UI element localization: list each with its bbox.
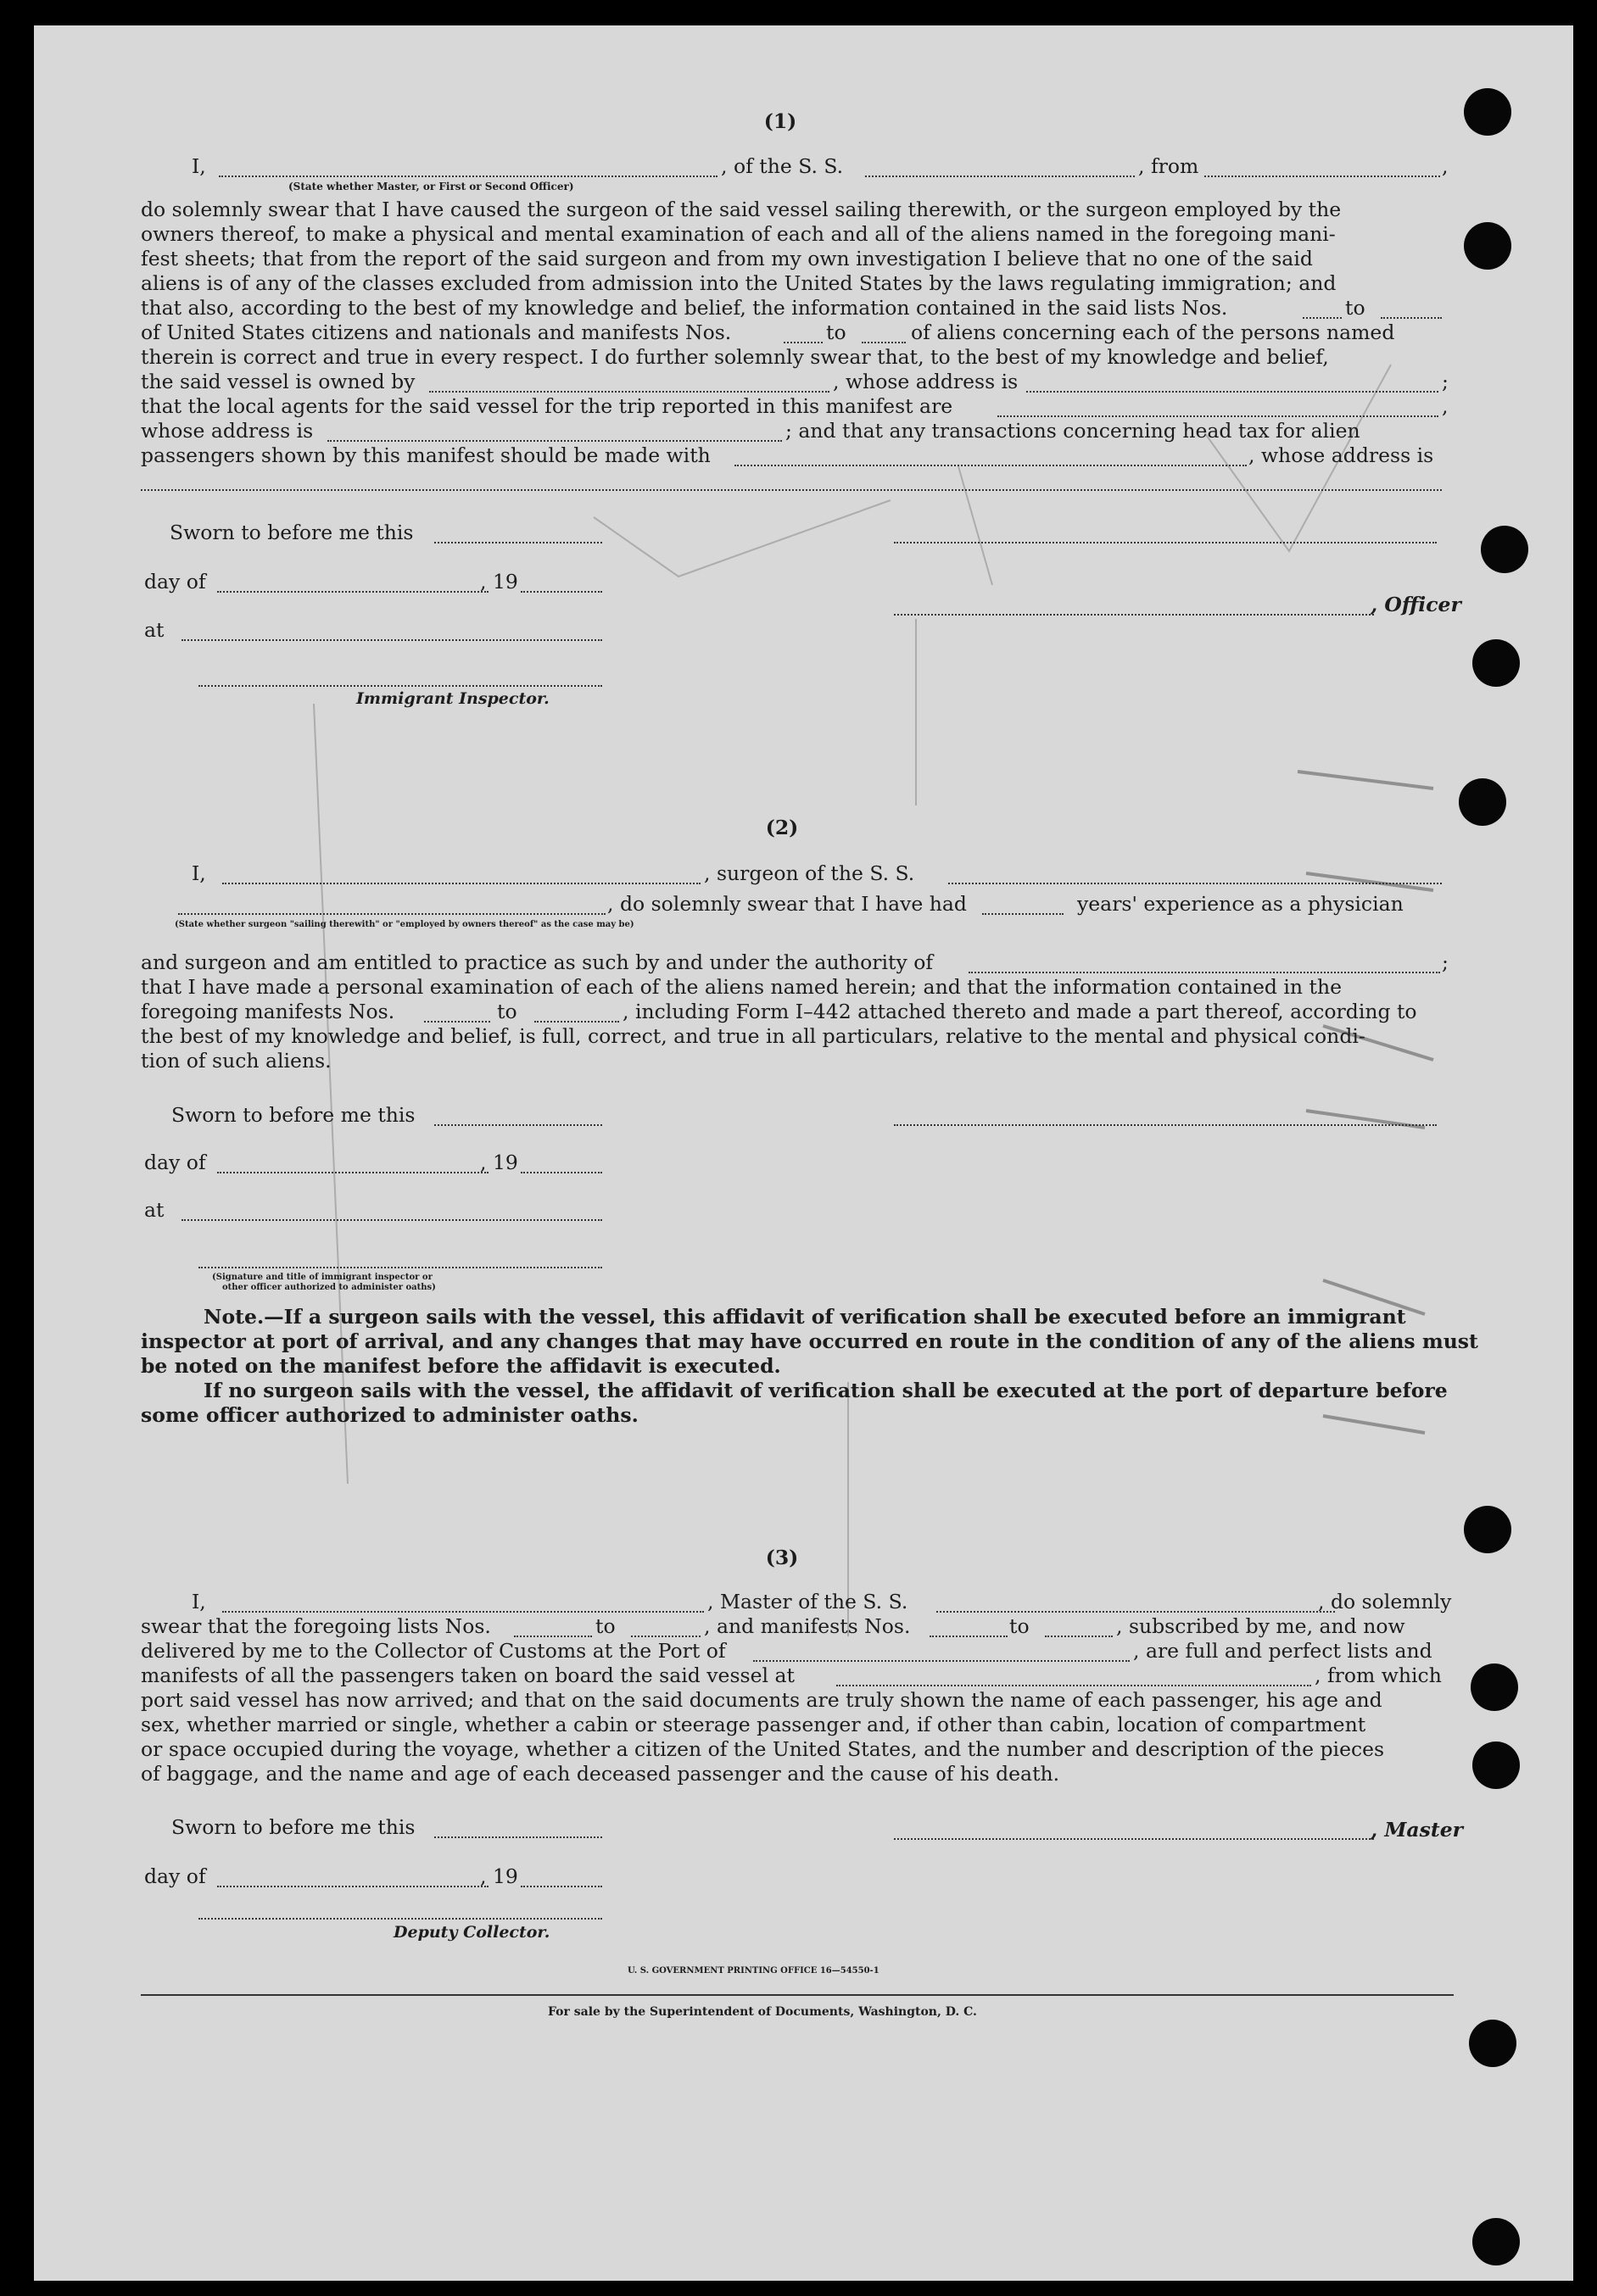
field-line <box>181 639 602 641</box>
signature-line <box>198 685 602 687</box>
oath-text: to <box>826 320 846 344</box>
oath-text: of baggage, and the name and age of each deceased passenger and the cause of his death. <box>141 1762 1060 1786</box>
field-line <box>141 489 1442 491</box>
oath-text: , whose address is <box>833 370 1019 393</box>
note-text: some officer authorized to administer oaths. <box>141 1403 639 1427</box>
field-line <box>534 1021 619 1023</box>
section-3-heading: (3) <box>765 1546 799 1569</box>
immigrant-inspector-label: Immigrant Inspector. <box>356 689 550 708</box>
oath-text: manifests of all the passengers taken on board the said vessel at <box>141 1663 795 1687</box>
field-line <box>997 415 1438 417</box>
oath-text: the said vessel is owned by <box>141 370 416 393</box>
oath-text: therein is correct and true in every respect. I do further solemnly swear that, to the best of my knowledge and belief, <box>141 345 1329 369</box>
signature-line <box>894 1838 1374 1840</box>
oath-text: port said vessel has now arrived; and that on the said documents are truly shown the name of each passenger, his age and <box>141 1688 1382 1712</box>
field-line <box>930 1636 1008 1637</box>
field-line <box>222 1611 704 1613</box>
field-line <box>217 1172 489 1173</box>
oath-text: sex, whether married or single, whether a cabin or steerage passenger and, if other than cabin, location of compartment <box>141 1713 1366 1736</box>
year-label: , 19 <box>480 1151 518 1174</box>
year-label: , 19 <box>480 570 518 594</box>
signature-line <box>198 1267 602 1268</box>
oath-text: that the local agents for the said vessel for the trip reported in this manifest are <box>141 394 953 418</box>
oath-text: do solemnly swear that I have caused the surgeon of the said vessel sailing therewith, or the surgeon employed by the <box>141 198 1342 221</box>
field-line <box>1026 391 1438 393</box>
oath-text: that I have made a personal examination of each of the aliens named herein; and that the information contained in the <box>141 975 1342 999</box>
sworn-label: Sworn to before me this <box>171 1103 416 1127</box>
field-line <box>424 1021 490 1023</box>
field-line <box>178 913 606 915</box>
section-1-heading: (1) <box>763 109 797 133</box>
field-line <box>836 1685 1311 1686</box>
oath-text: swear that the foregoing lists Nos. <box>141 1614 491 1638</box>
field-line <box>1303 317 1342 319</box>
field-line <box>219 176 718 177</box>
oath-text: , do solemnly <box>1318 1590 1452 1613</box>
field-line <box>514 1636 592 1637</box>
oath-text: to <box>1009 1614 1030 1638</box>
field-line <box>969 972 1440 973</box>
oath-text: , are full and perfect lists and <box>1133 1639 1432 1663</box>
oath-text: that also, according to the best of my knowledge and belief, the information contained in the said lists Nos. <box>141 296 1228 320</box>
oath-text: to <box>497 1000 517 1023</box>
label-surgeon-ss: , surgeon of the S. S. <box>704 861 915 885</box>
oath-text: , whose address is <box>1248 443 1434 467</box>
oath-text: , subscribed by me, and now <box>1116 1614 1405 1638</box>
state-note: (State whether Master, or First or Second Officer) <box>288 181 574 192</box>
label-master-ss: , Master of the S. S. <box>707 1590 908 1613</box>
signature-note: other officer authorized to administer oaths) <box>222 1283 436 1292</box>
at-label: at <box>144 1198 165 1222</box>
signature-line <box>894 542 1437 543</box>
field-line <box>521 1886 602 1887</box>
note-text: Note.—If a surgeon sails with the vessel, this affidavit of verification shall be executed before an immigrant <box>204 1305 1406 1329</box>
field-line <box>1381 317 1442 319</box>
field-line <box>865 176 1135 177</box>
at-label: at <box>144 618 165 642</box>
footer-rule <box>141 1994 1454 1996</box>
field-line <box>434 542 602 543</box>
sale-note: For sale by the Superintendent of Documents, Washington, D. C. <box>548 2005 977 2019</box>
label-of-ss: , of the S. S. <box>721 154 844 178</box>
manifest-page <box>34 25 1573 2281</box>
field-line <box>222 883 701 884</box>
note-text: If no surgeon sails with the vessel, the affidavit of verification shall be executed at the port of departure before <box>204 1379 1448 1402</box>
year-label: , 19 <box>480 1864 518 1888</box>
field-line <box>1204 176 1440 177</box>
oath-text: , including Form I–442 attached thereto and made a part thereof, according to <box>623 1000 1417 1023</box>
oath-text: aliens is of any of the classes excluded from admission into the United States by the laws regulating immigration; and <box>141 271 1337 295</box>
oath-text: fest sheets; that from the report of the said surgeon and from my own investigation I believe that no one of the said <box>141 247 1313 270</box>
section-1-i: I, <box>192 154 206 178</box>
deputy-collector-label: Deputy Collector. <box>394 1923 550 1942</box>
comma: , <box>1442 154 1449 178</box>
signature-line <box>894 614 1374 616</box>
field-line <box>948 883 1442 884</box>
printing-office-note: U. S. GOVERNMENT PRINTING OFFICE 16—54550-1 <box>628 1966 879 1976</box>
oath-text: delivered by me to the Collector of Customs at the Port of <box>141 1639 726 1663</box>
section-2-i: I, <box>192 861 206 885</box>
field-line <box>734 465 1247 466</box>
field-line <box>784 342 823 343</box>
master-label: , Master <box>1371 1818 1464 1842</box>
oath-text: ; <box>1442 950 1449 974</box>
field-line <box>429 391 829 393</box>
oath-text: to <box>595 1614 616 1638</box>
label-from: , from <box>1138 154 1199 178</box>
day-of-label: day of <box>144 1151 206 1174</box>
field-line <box>631 1636 701 1637</box>
day-of-label: day of <box>144 570 206 594</box>
note-text: be noted on the manifest before the affidavit is executed. <box>141 1354 781 1378</box>
section-3-i: I, <box>192 1590 206 1613</box>
oath-text: the best of my knowledge and belief, is full, correct, and true in all particulars, relative to the mental and physical condi- <box>141 1024 1365 1048</box>
oath-text: of aliens concerning each of the persons named <box>911 320 1395 344</box>
signature-line <box>198 1918 602 1920</box>
field-line <box>327 440 782 442</box>
section-2-heading: (2) <box>765 816 799 839</box>
oath-text: owners thereof, to make a physical and mental examination of each and all of the aliens named in the foregoing mani- <box>141 222 1336 246</box>
field-line <box>936 1611 1335 1613</box>
field-line <box>217 591 489 593</box>
note-text: inspector at port of arrival, and any changes that may have occurred en route in the condition of any of the aliens must <box>141 1329 1478 1353</box>
sworn-label: Sworn to before me this <box>171 1815 416 1839</box>
field-line <box>753 1660 1130 1662</box>
oath-text: , from which <box>1315 1663 1442 1687</box>
field-line <box>521 591 602 593</box>
field-line <box>982 913 1064 915</box>
signature-note: (Signature and title of immigrant inspector or <box>212 1273 433 1282</box>
field-line <box>181 1219 602 1221</box>
oath-text: and surgeon and am entitled to practice as such by and under the authority of <box>141 950 934 974</box>
oath-text: tion of such aliens. <box>141 1049 332 1073</box>
oath-text: years' experience as a physician <box>1077 892 1404 916</box>
oath-text: passengers shown by this manifest should be made with <box>141 443 711 467</box>
oath-text: foregoing manifests Nos. <box>141 1000 395 1023</box>
oath-text: ; and that any transactions concerning head tax for alien <box>785 419 1360 443</box>
field-line <box>217 1886 489 1887</box>
officer-label: , Officer <box>1371 593 1461 616</box>
oath-text: ; <box>1442 370 1449 393</box>
oath-text: whose address is <box>141 419 314 443</box>
field-line <box>434 1124 602 1126</box>
oath-text: to <box>1345 296 1365 320</box>
field-line <box>434 1836 602 1838</box>
state-note: (State whether surgeon "sailing therewith" or "employed by owners thereof" as the case may be) <box>175 920 634 929</box>
field-line <box>1045 1636 1113 1637</box>
field-line <box>862 342 906 343</box>
oath-text: , <box>1442 394 1449 418</box>
day-of-label: day of <box>144 1864 206 1888</box>
oath-text: , and manifests Nos. <box>704 1614 911 1638</box>
signature-line <box>894 1124 1437 1126</box>
oath-text: or space occupied during the voyage, whether a citizen of the United States, and the number and description of the pieces <box>141 1737 1385 1761</box>
sworn-label: Sworn to before me this <box>170 521 414 544</box>
field-line <box>521 1172 602 1173</box>
oath-text: , do solemnly swear that I have had <box>607 892 967 916</box>
oath-text: of United States citizens and nationals and manifests Nos. <box>141 320 732 344</box>
